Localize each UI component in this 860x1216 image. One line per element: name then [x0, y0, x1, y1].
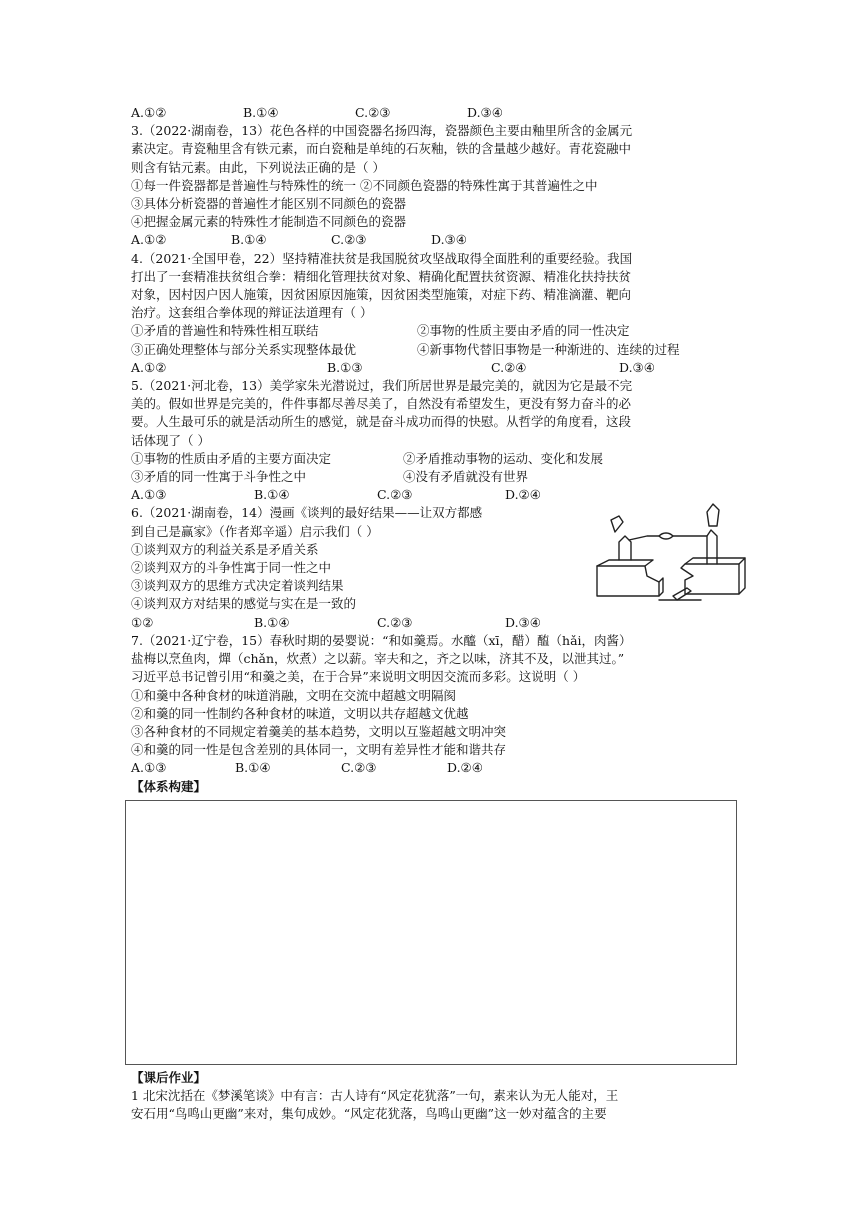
q4-option-c: C.②④ [491, 359, 527, 375]
q2-option-b: B.①④ [243, 105, 279, 120]
q2-option-c: C.②③ [355, 105, 391, 120]
q4-statement: ④新事物代替旧事物是一种渐进的、连续的过程 [417, 341, 680, 357]
q7-option-b: B.①④ [235, 760, 271, 776]
q3-line: 则含有钴元素。由此，下列说法正确的是（ ） [131, 159, 385, 175]
q5-line: 美的。假如世界是完美的，件件事都尽善尽美了，自然没有希望发生，更没有努力奋斗的必 [131, 396, 632, 412]
q4-line: 4.（2021·全国甲卷，22）坚持精准扶贫是我国脱贫攻坚战取得全面胜利的重要经验。我国 [131, 250, 633, 266]
q6-line: 6.（2021·湖南卷，14）漫画《谈判的最好结果——让双方都感 [131, 505, 483, 521]
q5-statement-row [131, 468, 741, 486]
q6-option-c: C.②③ [377, 614, 413, 630]
q4-statement: ①矛盾的普遍性和特殊性相互联结 [131, 323, 319, 339]
q7-options [131, 759, 741, 777]
q5-statement: ③矛盾的同一性寓于斗争性之中 [131, 469, 307, 485]
negotiation-cartoon-image [589, 496, 749, 606]
q4-option-b: B.①③ [327, 359, 363, 375]
hw1-line: 1 北宋沈括在《梦溪笔谈》中有言：古人诗有“风定花犹落”一句，素来认为无人能对，王 [131, 1087, 619, 1103]
q5-option-d: D.②④ [505, 487, 541, 503]
q6-statement: ①谈判双方的利益关系是矛盾关系 [131, 541, 319, 557]
q5-option-c: C.②③ [377, 487, 413, 503]
document-page [131, 104, 741, 1123]
q5-statement: ①事物的性质由矛盾的主要方面决定 [131, 450, 332, 466]
section-heading-system: 【体系构建】 [131, 778, 207, 794]
question-6 [131, 504, 741, 631]
q7-line: 盐梅以烹鱼肉，燀（chǎn，炊煮）之以薪。宰夫和之，齐之以味，济其不及，以泄其过。” [131, 651, 625, 667]
q6-option-b: B.①④ [254, 614, 290, 630]
q4-line: 治疗。这套组合拳体现的辩证法道理有（ ） [131, 305, 373, 321]
section-heading-homework: 【课后作业】 [131, 1069, 207, 1085]
q5-line: 要。人生最可乐的就是活动所生的感觉，就是奋斗成功而得的快慰。从哲学的角度看，这段 [131, 414, 632, 430]
q7-option-d: D.②④ [447, 760, 483, 776]
q7-line: 习近平总书记曾引用“和羹之美，在于合异”来说明文明因交流而多彩。这说明（ ） [131, 669, 586, 685]
q4-statement-row [131, 341, 741, 359]
q5-statement-row [131, 450, 741, 468]
q3-statement: ④把握金属元素的特殊性才能制造不同颜色的瓷器 [131, 214, 407, 230]
q6-options [131, 614, 741, 632]
q7-statement: ①和羹中各种食材的味道消融，文明在交流中超越文明隔阂 [131, 687, 457, 703]
hw1-line: 安石用“鸟鸣山更幽”来对，集句成妙。“风定花犹落，鸟鸣山更幽”这一妙对蕴含的主要 [131, 1106, 607, 1122]
q5-option-b: B.①④ [254, 487, 290, 503]
q4-line: 打出了一套精准扶贫组合拳：精细化管理扶贫对象、精确化配置扶贫资源、精准化扶持扶贫 [131, 268, 632, 284]
q6-option-a: ①② [131, 614, 154, 630]
question-4 [131, 250, 741, 377]
q7-option-a: A.①③ [131, 760, 167, 776]
q3-option-c: C.②③ [331, 232, 367, 248]
q7-statement: ②和羹的同一性制约各种食材的味道，文明以共存超越文优越 [131, 705, 469, 721]
q7-statement: ③各种食材的不同规定着羹美的基本趋势，文明以互鉴超越文明冲突 [131, 723, 507, 739]
q4-line: 对象，因村因户因人施策，因贫困原因施策，因贫困类型施策，对症下药、精准滴灌、靶向 [131, 287, 632, 303]
q2-option-d: D.③④ [467, 105, 503, 120]
q6-statement: ②谈判双方的斗争性寓于同一性之中 [131, 560, 332, 576]
q5-statement: ④没有矛盾就没有世界 [403, 469, 529, 485]
q6-line: 到自己是赢家》（作者郑辛遥）启示我们（ ） [131, 523, 379, 539]
q3-line: 素决定。青瓷釉里含有铁元素，而白瓷釉是单纯的石灰釉，铁的含量越少越好。青花瓷融中 [131, 141, 632, 157]
q6-option-d: D.③④ [505, 614, 541, 630]
q4-statement: ③正确处理整体与部分关系实现整体最优 [131, 341, 357, 357]
q5-statement: ②矛盾推动事物的运动、变化和发展 [403, 450, 604, 466]
q2-options [131, 104, 741, 122]
q4-option-a: A.①② [131, 359, 167, 375]
q4-statement-row [131, 322, 741, 340]
q4-options [131, 359, 741, 377]
q3-option-d: D.③④ [431, 232, 467, 248]
q3-statement: ①每一件瓷器都是普遍性与特殊性的统一 ②不同颜色瓷器的特殊性寓于其普遍性之中 [131, 177, 598, 193]
q4-statement: ②事物的性质主要由矛盾的同一性决定 [417, 323, 630, 339]
question-3 [131, 122, 741, 249]
q5-line: 5.（2021·河北卷，13）美学家朱光潜说过，我们所居世界是最完美的，就因为它是最不完 [131, 378, 633, 394]
q7-line: 7.（2021·辽宁卷，15）春秋时期的晏婴说：“和如羹焉。水醯（xī，醋）醢（hǎi，肉酱） [131, 632, 632, 648]
q6-statement: ④谈判双方对结果的感觉与实在是一致的 [131, 596, 357, 612]
q5-line: 话体现了（ ） [131, 432, 210, 448]
q3-option-a: A.①② [131, 232, 167, 248]
system-construction-box [125, 800, 737, 1065]
q3-line: 3.（2022·湖南卷，13）花色各样的中国瓷器名扬四海，瓷器颜色主要由釉里所含的金属元 [131, 123, 633, 139]
q7-statement: ④和羹的同一性是包含差别的具体同一，文明有差异性才能和谐共存 [131, 742, 507, 758]
q6-statement: ③谈判双方的思维方式决定着谈判结果 [131, 578, 344, 594]
q3-statement: ③具体分析瓷器的普遍性才能区别不同颜色的瓷器 [131, 196, 407, 212]
q4-option-d: D.③④ [619, 359, 655, 375]
q3-option-b: B.①④ [231, 232, 267, 248]
q5-option-a: A.①③ [131, 487, 167, 503]
question-7 [131, 632, 741, 778]
q2-option-a: A.①② [131, 105, 167, 120]
homework-question-1 [131, 1087, 741, 1123]
q3-options [131, 231, 741, 249]
question-5 [131, 377, 741, 504]
q7-option-c: C.②③ [341, 760, 377, 776]
